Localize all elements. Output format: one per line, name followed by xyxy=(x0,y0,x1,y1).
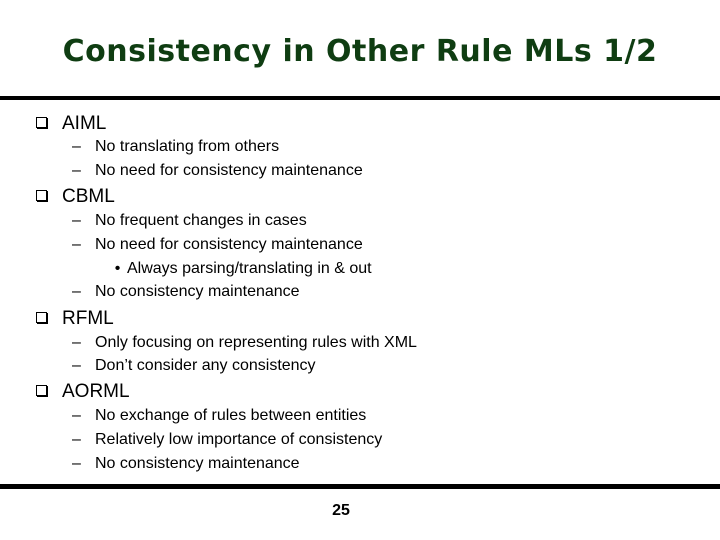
dash-bullet: – xyxy=(72,431,81,448)
sub-bullet-text: No consistency maintenance xyxy=(95,455,300,472)
sub-sub-bullet xyxy=(108,259,372,279)
bullet-heading: CBML xyxy=(62,186,115,207)
square-bullet-icon xyxy=(36,117,47,128)
dash-bullet: – xyxy=(72,162,81,179)
title-divider xyxy=(0,96,720,100)
sub-bullet-text: No frequent changes in cases xyxy=(95,212,307,229)
sub-bullet xyxy=(72,211,307,231)
sub-bullet xyxy=(72,406,366,426)
sub-bullet xyxy=(72,356,316,376)
dash-bullet: – xyxy=(72,334,81,351)
sub-bullet-text: No exchange of rules between entities xyxy=(95,407,367,424)
bullet-aiml xyxy=(36,113,106,135)
bullet-heading: AORML xyxy=(62,381,130,402)
sub-bullet xyxy=(72,333,417,353)
dash-bullet: – xyxy=(72,283,81,300)
sub-bullet xyxy=(72,282,300,302)
bullet-aorml xyxy=(36,381,130,403)
sub-bullet xyxy=(72,235,363,255)
sub-bullet xyxy=(72,454,300,474)
dash-bullet: – xyxy=(72,236,81,253)
page-number: 25 xyxy=(332,502,350,519)
sub-bullet xyxy=(72,430,382,450)
square-bullet-icon xyxy=(36,385,47,396)
footer-divider xyxy=(0,484,720,489)
bullet-heading: AIML xyxy=(62,113,107,134)
sub-bullet-text: Don’t consider any consistency xyxy=(95,357,316,374)
sub-bullet-text: No need for consistency maintenance xyxy=(95,236,363,253)
sub-bullet-text: No consistency maintenance xyxy=(95,283,300,300)
sub-sub-bullet-text: Always parsing/translating in & out xyxy=(127,260,372,277)
dash-bullet: – xyxy=(72,357,81,374)
bullet-cbml xyxy=(36,186,115,208)
sub-bullet-text: Only focusing on representing rules with XML xyxy=(95,334,417,351)
dash-bullet: – xyxy=(72,407,81,424)
slide-title: Consistency in Other Rule MLs 1/2 xyxy=(62,34,658,69)
sub-bullet-text: No translating from others xyxy=(95,138,280,155)
sub-bullet-text: Relatively low importance of consistency xyxy=(95,431,383,448)
sub-bullet xyxy=(72,137,279,157)
dash-bullet: – xyxy=(72,212,81,229)
square-bullet-icon xyxy=(36,312,47,323)
dot-bullet: • xyxy=(114,260,121,277)
bullet-heading: RFML xyxy=(62,308,114,329)
sub-bullet-text: No need for consistency maintenance xyxy=(95,162,363,179)
sub-bullet xyxy=(72,161,363,181)
square-bullet-icon xyxy=(36,190,47,201)
dash-bullet: – xyxy=(72,138,81,155)
dash-bullet: – xyxy=(72,455,81,472)
bullet-rfml xyxy=(36,308,114,330)
